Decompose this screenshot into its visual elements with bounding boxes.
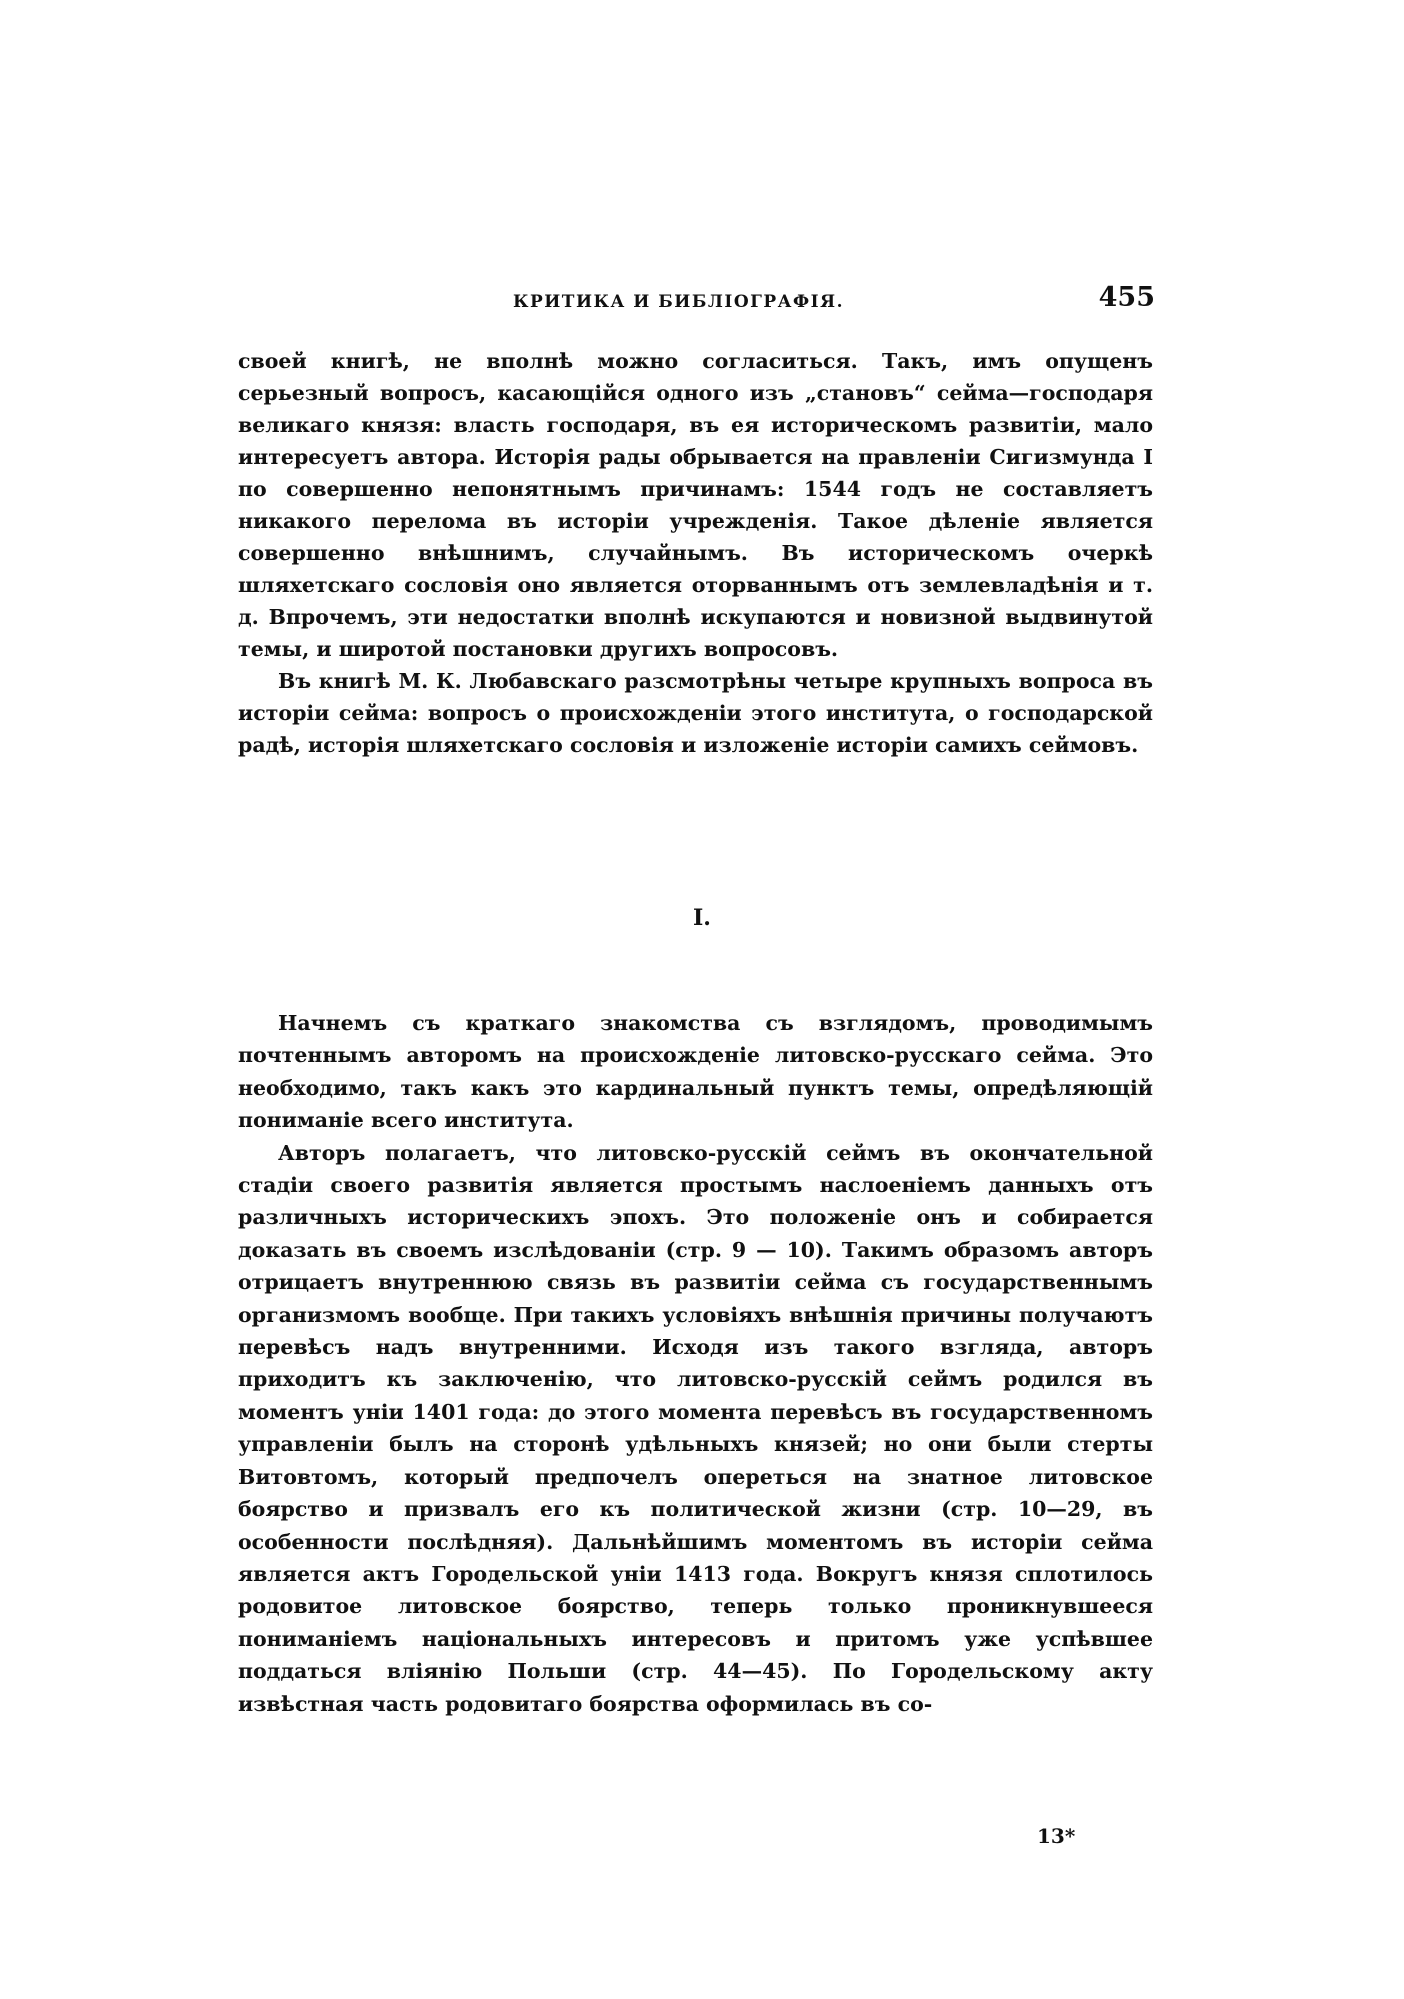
running-head: КРИТИКА И БИБЛІОГРАФІЯ. [513,292,844,312]
section-heading: I. [693,905,711,931]
signature-mark: 13* [1037,1824,1076,1848]
text-block-top [238,345,1153,761]
text-block-bottom [238,1007,1153,1720]
paragraph: Авторъ полагаетъ, что литовско-русскій сеймъ въ окончательной стадіи своего развитія является простымъ наслоеніемъ данныхъ отъ различныхъ историческихъ эпохъ. Это положеніе онъ и собирается доказать въ своемъ изслѣдованіи (стр. 9 — 10). Такимъ образомъ авторъ отрицаетъ внутреннюю связь въ развитіи сейма съ государственнымъ организмомъ вообще. При такихъ условіяхъ внѣшнія причины получаютъ перевѣсъ надъ внутренними. Исходя изъ такого взгляда, авторъ приходитъ къ заключенію, что литовско-русскій сеймъ родился въ моментъ уніи 1401 года: до этого момента перевѣсъ въ государственномъ управленіи былъ на сторонѣ удѣльныхъ князей; но они были стерты Витовтомъ, который предпочелъ опереться на знатное литовское боярство и призвалъ его къ политической жизни (стр. 10—29, въ особенности послѣдняя). Дальнѣйшимъ моментомъ въ исторіи сейма является актъ Городельской уніи 1413 года. Вокругъ князя сплотилось родовитое литовское боярство, теперь только проникнувшееся пониманіемъ національныхъ интересовъ и притомъ уже успѣвшее поддаться вліянію Польши (стр. 44—45). По Городельскому акту извѣстная часть родовитаго боярства оформилась въ со- [238,1140,1153,1716]
paragraph: Начнемъ съ краткаго знакомства съ взглядомъ, проводимымъ почтеннымъ авторомъ на происхожденіе литовско-русскаго сейма. Это необходимо, такъ какъ это кардинальный пунктъ темы, опредѣляющій пониманіе всего института. [238,1011,1153,1133]
page-number: 455 [1098,282,1155,313]
paragraph-continued: своей книгѣ, не вполнѣ можно согласиться. Такъ, имъ опущенъ серьезный вопросъ, касающійся одного изъ „становъ“ сейма—господаря великаго князя: власть господаря, въ ея историческомъ развитіи, мало интересуетъ автора. Исторія рады обрывается на правленіи Сигизмунда I по совершенно непонятнымъ причинамъ: 1544 годъ не составляетъ никакого перелома въ исторіи учрежденія. Такое дѣленіе является совершенно внѣшнимъ, случайнымъ. Въ историческомъ очеркѣ шляхетскаго сословія оно является оторваннымъ отъ землевладѣнія и т. д. Впрочемъ, эти недостатки вполнѣ искупаются и новизной выдвинутой темы, и широтой постановки другихъ вопросовъ. [238,349,1153,661]
paragraph: Въ книгѣ М. К. Любавскаго разсмотрѣны четыре крупныхъ вопроса въ исторіи сейма: вопросъ о происхожденіи этого института, о господарской радѣ, исторія шляхетскаго сословія и изложеніе исторіи самихъ сеймовъ. [238,669,1153,757]
page-header [255,282,1155,322]
